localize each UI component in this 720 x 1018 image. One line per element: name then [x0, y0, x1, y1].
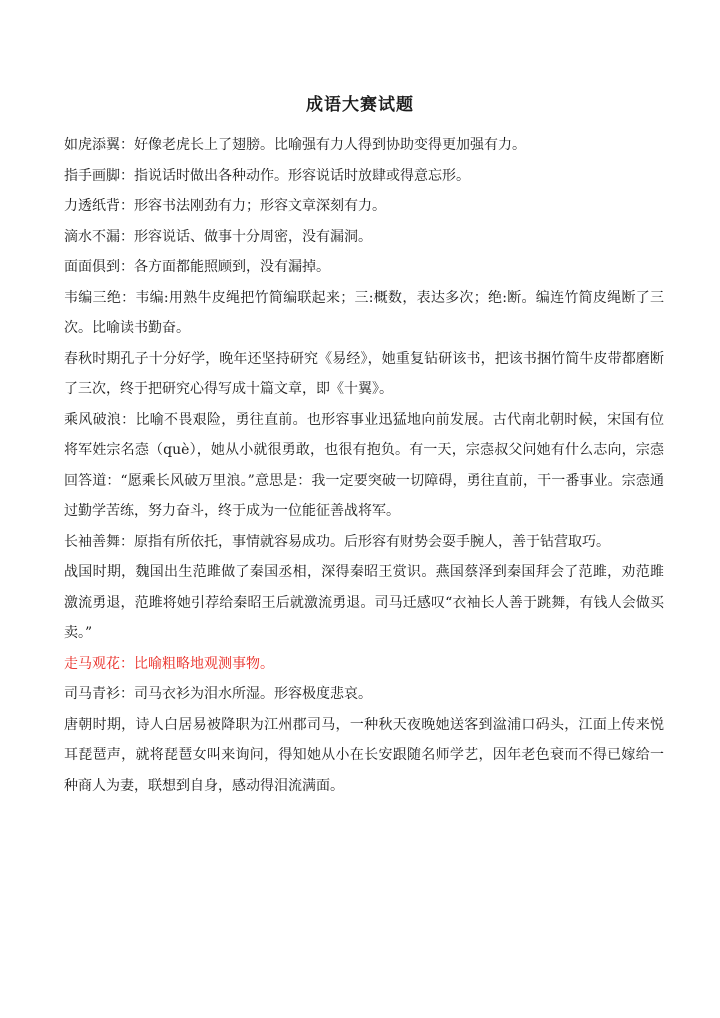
paragraph-zoumaguanhua: 走马观花：比喻粗略地观测事物。 [64, 655, 274, 672]
paragraph-dishuibulou: 滴水不漏：形容说话、做事十分周密，没有漏洞。 [64, 228, 372, 245]
paragraph-changxiushanwu-story: 战国时期，魏国出生范雎做了秦国丞相，深得秦昭王赏识。燕国蔡泽到秦国拜会了范雎，劝范雎激流勇退，范雎将她引荐给秦昭王后就激流勇退。司马迁感叹“衣袖长人善于跳舞，有钱人会做买卖。” [64, 564, 664, 641]
paragraph-litouzhibei: 力透纸背：形容书法刚劲有力；形容文章深刻有力。 [64, 198, 386, 214]
paragraph-weibiansanjue: 韦编三绝：韦编:用熟牛皮绳把竹简编联起来；三:概数，表达多次；绝:断。编连竹简皮绳断了三次。比喻读书勤奋。 [64, 289, 664, 336]
paragraph-simaqingshan-story: 唐朝时期，诗人白居易被降职为江州郡司马，一种秋天夜晚她送客到湓浦口码头，江面上传来悦耳琵琶声，就将琵琶女叫来询问，得知她从小在长安跟随名师学艺，因年老色衰而不得已嫁给一种商人为妻，联想到自身，感动得泪流满面。 [64, 716, 664, 794]
paragraph-chengfengpolang: 乘风破浪：比喻不畏艰险，勇往直前。也形容事业迅猛地向前发展。古代南北朝时候，宋国有位将军姓宗名悫（què），她从小就很勇敢，也很有抱负。有一天，宗悫叔父问她有什么志向，宗悫回答道：“愿乘长风破万里浪。”意思是：我一定要突破一切障碍，勇往直前，干一番事业。宗悫通过勤学苦练，努力奋斗，终于成为一位能征善战将军。 [64, 411, 664, 519]
paragraph-weibiansanjue-story: 春秋时期孔子十分好学，晚年还坚持研究《易经》，她重复钻研该书，把该书捆竹简牛皮带都磨断了三次，终于把研究心得写成十篇文章，即《十翼》。 [64, 350, 664, 397]
document-title: 成语大赛试题 [306, 95, 414, 115]
paragraph-simaqingshan: 司马青衫：司马衣衫为泪水所湿。形容极度悲哀。 [64, 686, 372, 702]
document-body [64, 130, 664, 801]
paragraph-changxiushanwu: 长袖善舞：原指有所依托，事情就容易成功。后形容有财势会耍手腕人，善于钻营取巧。 [64, 533, 610, 550]
paragraph-mianmianjudao: 面面俱到：各方面都能照顾到，没有漏掉。 [64, 259, 330, 275]
paragraph-zhishouhuajiao: 指手画脚：指说话时做出各种动作。形容说话时放肆或得意忘形。 [64, 167, 470, 184]
paragraph-ruhutianyi: 如虎添翼：好像老虎长上了翅膀。比喻强有力人得到协助变得更加强有力。 [64, 137, 526, 153]
